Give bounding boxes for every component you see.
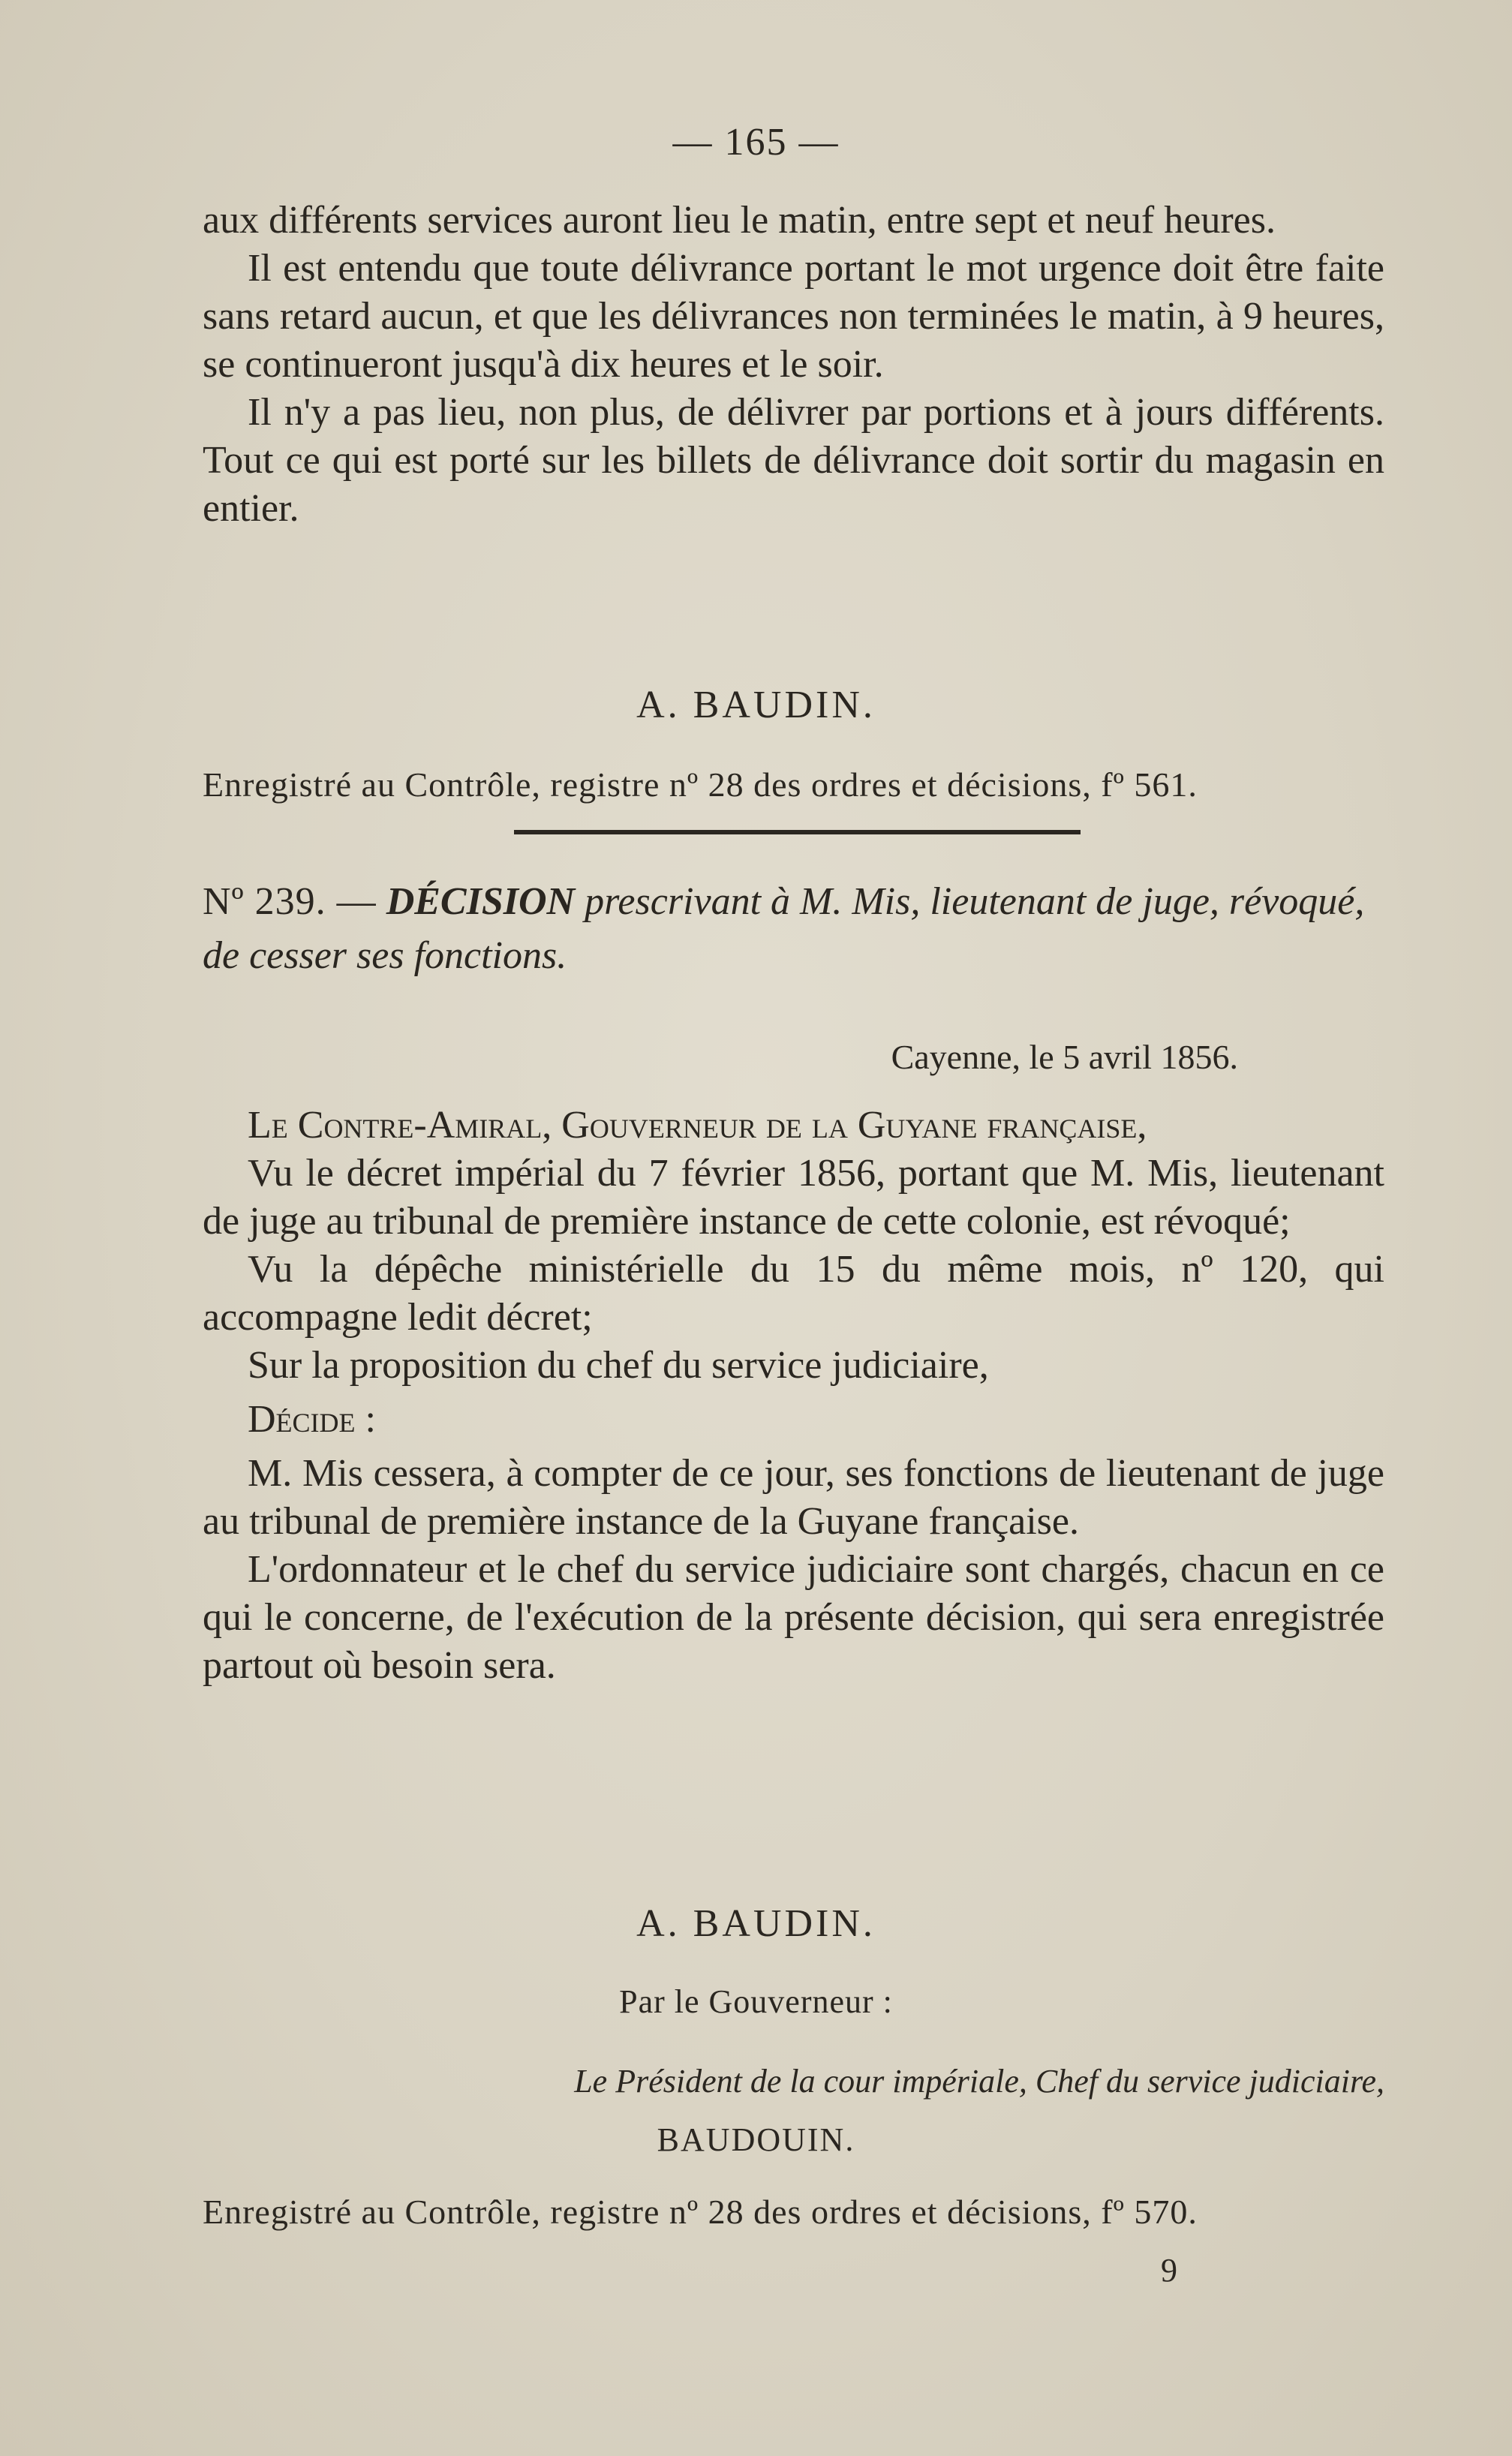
decision-heading bbox=[203, 875, 1384, 983]
decision-keyword: DÉCISION bbox=[386, 880, 576, 923]
separator-rule bbox=[514, 830, 1081, 834]
preamble: Le Contre-Amiral, Gouverneur de la Guyane française, bbox=[248, 1104, 1147, 1147]
place-date: Cayenne, le 5 avril 1856. bbox=[891, 1038, 1238, 1076]
signature: A. BAUDIN. bbox=[636, 684, 876, 726]
president-name: BAUDOUIN. bbox=[657, 2121, 855, 2158]
considerant: Vu la dépêche ministérielle du 15 du même mois, nº 120, qui accompagne ledit décret; bbox=[203, 1248, 1384, 1339]
decide-label: Décide : bbox=[248, 1398, 376, 1441]
considerant: Sur la proposition du chef du service judiciaire, bbox=[248, 1344, 989, 1387]
paragraph: aux différents services auront lieu le matin, entre sept et neuf heures. bbox=[203, 199, 1276, 242]
considerant: Vu le décret impérial du 7 février 1856, portant que M. Mis, lieutenant de juge au tribunal de première instance de cette colonie, est révoqué; bbox=[203, 1152, 1384, 1243]
top-text bbox=[203, 197, 1384, 533]
decision-number: Nº 239. — bbox=[203, 880, 377, 923]
article: L'ordonnateur et le chef du service judiciaire sont chargés, chacun en ce qui le concerne, de l'exécution de la présente décision, qui sera enregistrée partout où besoin sera. bbox=[203, 1548, 1384, 1687]
par-le-gouverneur: Par le Gouverneur : bbox=[619, 1983, 893, 2020]
signature-mark: 9 bbox=[1161, 2252, 1180, 2289]
article: M. Mis cessera, à compter de ce jour, ses fonctions de lieutenant de juge au tribunal de première instance de la Guyane française. bbox=[203, 1452, 1384, 1543]
page-number: — 165 — bbox=[672, 121, 840, 164]
paragraph: Il n'y a pas lieu, non plus, de délivrer par portions et à jours différents. Tout ce qui est porté sur les billets de délivrance doit sortir du magasin en entier. bbox=[203, 391, 1384, 530]
registration-note: Enregistré au Contrôle, registre nº 28 des ordres et décisions, fº 561. bbox=[203, 765, 1198, 804]
decision-title: prescrivant à M. Mis, lieutenant de juge, révoqué, de cesser ses fonctions. bbox=[203, 880, 1365, 977]
president-title: Le Président de la cour impériale, Chef du service judiciaire, bbox=[574, 2063, 1384, 2100]
decision-body bbox=[203, 1102, 1384, 1690]
signature: A. BAUDIN. bbox=[636, 1902, 876, 1945]
paragraph: Il est entendu que toute délivrance portant le mot urgence doit être faite sans retard aucun, et que les délivrances non terminées le matin, à 9 heures, se continueront jusqu'à dix heures et le soir. bbox=[203, 247, 1384, 386]
registration-note: Enregistré au Contrôle, registre nº 28 des ordres et décisions, fº 570. bbox=[203, 2193, 1198, 2231]
